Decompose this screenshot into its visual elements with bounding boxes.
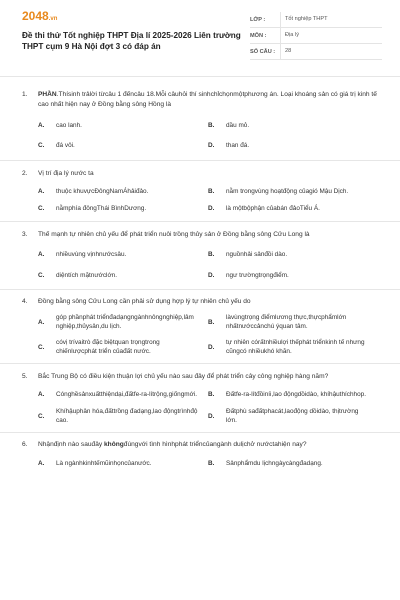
- option-text: Đấtfe-ra-lítđồiníi,lao độngdồidào, khíhậuthíchhop.: [226, 391, 366, 398]
- option-letter: C.: [38, 343, 45, 351]
- question-header: [22, 440, 378, 450]
- option-text: nguồnhải sảnđồi dào.: [226, 251, 288, 258]
- question-2: [0, 161, 400, 221]
- option-b[interactable]: [208, 390, 378, 399]
- option-list: [38, 313, 378, 356]
- option-list: [38, 187, 378, 213]
- option-letter: A.: [38, 188, 45, 195]
- header-divider: [0, 76, 400, 77]
- option-text: thuộc khuvựcĐôngNamÁhảiđảo.: [56, 188, 149, 195]
- option-text: là mộtbộphận củabán đảoTiểu Á.: [226, 205, 320, 212]
- question-body: .Thísinh trảlời từcâu 1 đếncâu 18.Mỗi câuhỏi thí sinhchỉchọnmộtphương án. Loại khoáng sản có giá trị kinh tế cao nhất hiện nay ở Đồng bằng sông Hồng là: [38, 91, 377, 108]
- meta-row-count: [250, 44, 382, 60]
- option-text: than đá.: [226, 142, 250, 149]
- option-text: ngư trườngtrọngđiểm.: [226, 272, 289, 279]
- option-c[interactable]: [38, 338, 208, 356]
- meta-label: SỐ CÂU :: [250, 48, 276, 55]
- option-list: [38, 390, 378, 425]
- option-letter: C.: [38, 142, 45, 149]
- option-letter: A.: [38, 318, 45, 326]
- question-header: [22, 90, 378, 110]
- option-text: Sảnphẩmdu lịchngàycàngđadạng.: [226, 460, 323, 467]
- question-4: [0, 290, 400, 363]
- option-d[interactable]: [208, 407, 378, 425]
- question-list: [0, 84, 400, 468]
- question-number: 4.: [22, 298, 28, 305]
- question-text: Thế mạnh tự nhiên chủ yếu để phát triển nuôi trồng thủy sản ở Đồng bằng sông Cửu Long là: [38, 231, 310, 238]
- meta-row-subject: [250, 28, 382, 44]
- question-header: [22, 230, 378, 240]
- option-d[interactable]: [208, 271, 378, 280]
- question-1: [0, 84, 400, 160]
- exam-title: Đề thi thử Tốt nghiệp THPT Địa lí 2025-2026 Liên trường THPT cụm 9 Hà Nội đợt 3 có đáp án: [22, 31, 241, 51]
- option-a[interactable]: [38, 121, 208, 130]
- option-c[interactable]: [38, 407, 208, 425]
- option-letter: A.: [38, 251, 45, 258]
- question-body-before: Nhậnđịnh nào sauđây: [38, 441, 104, 448]
- option-text: Là ngànhkinhtếmũinhọncủanước.: [56, 460, 152, 467]
- meta-row-class: [250, 12, 382, 28]
- option-d[interactable]: [208, 204, 378, 213]
- option-text: Cónghềsảnxuấtthiệndại,đấtfe-ra-lítrộng,giốngmới.: [56, 391, 197, 398]
- option-letter: D.: [208, 412, 215, 420]
- option-text: nhiềuvùng vịnhnướcsâu.: [56, 251, 127, 258]
- option-letter: D.: [208, 272, 215, 279]
- option-c[interactable]: [38, 204, 208, 213]
- option-letter: A.: [38, 391, 45, 398]
- option-letter: A.: [38, 122, 45, 129]
- option-text: diệntích mặtnướclớn.: [56, 272, 117, 279]
- option-list: [38, 121, 378, 150]
- option-letter: B.: [208, 318, 215, 326]
- option-letter: C.: [38, 272, 45, 279]
- option-text: góp phầnphát triểnđadạngngànhnôngnghiệp,lâm nghiệp,thủysản,du lịch.: [56, 314, 194, 330]
- option-letter: C.: [38, 205, 45, 212]
- question-number: 1.: [22, 91, 28, 98]
- question-number: 6.: [22, 441, 28, 448]
- question-6: [0, 433, 400, 468]
- option-d[interactable]: [208, 338, 378, 356]
- meta-label: LỚP :: [250, 16, 266, 23]
- option-b[interactable]: [208, 459, 378, 468]
- option-letter: B.: [208, 188, 215, 195]
- question-text: Bắc Trung Bộ có điều kiện thuận lợi chủ yếu nào sau đây để phát triển cây công nghiệp hàng năm?: [38, 373, 329, 380]
- question-part-label: PHẦN: [38, 91, 57, 98]
- option-letter: D.: [208, 142, 215, 149]
- option-b[interactable]: [208, 187, 378, 196]
- option-letter: B.: [208, 460, 215, 467]
- option-text: dầu mỏ.: [226, 122, 250, 129]
- option-text: nằm trongvùng hoạtđộng củagió Mậu Dịch.: [226, 188, 349, 195]
- logo-main: 2048: [22, 9, 49, 23]
- option-b[interactable]: [208, 250, 378, 259]
- option-c[interactable]: [38, 141, 208, 150]
- option-text: đá vôi.: [56, 142, 75, 149]
- option-letter: B.: [208, 251, 215, 258]
- option-a[interactable]: [38, 459, 208, 468]
- option-a[interactable]: [38, 313, 208, 331]
- option-text: tự nhiên córấtnhiềulợi thếphát triểnkinh tế nhưng cũngcó nhiềukhó khăn.: [226, 339, 365, 355]
- option-letter: D.: [208, 205, 215, 212]
- option-letter: D.: [208, 343, 215, 351]
- question-text: Đồng bằng sông Cửu Long cần phải sử dụng hợp lý tự nhiên chủ yếu do: [38, 298, 251, 305]
- question-number: 2.: [22, 170, 28, 177]
- option-letter: B.: [208, 122, 215, 129]
- option-text: Đấtphù sađấtphacát,laođộng dồidào, thịtrường lớn.: [226, 408, 359, 424]
- logo-suffix: .vn: [48, 16, 58, 22]
- option-text: Khíhậuphân hóa,đấttrồng đadạng,lao độngtrìnhđộ cao.: [56, 408, 198, 424]
- meta-value: Tốt nghiệp THPT: [280, 12, 328, 27]
- question-header: [22, 297, 378, 307]
- question-number: 5.: [22, 373, 28, 380]
- option-a[interactable]: [38, 187, 208, 196]
- question-number: 3.: [22, 231, 28, 238]
- option-b[interactable]: [208, 313, 378, 331]
- question-text: Vị trí địa lý nước ta: [38, 170, 94, 177]
- question-text: [38, 90, 378, 110]
- meta-value: Địa lý: [280, 28, 299, 43]
- page-header: [0, 0, 400, 70]
- option-list: [38, 459, 378, 468]
- site-logo[interactable]: [22, 9, 57, 23]
- question-5: [0, 364, 400, 432]
- option-a[interactable]: [38, 250, 208, 259]
- option-text: nằmphía đôngThái BìnhDương.: [56, 205, 147, 212]
- meta-label: MÔN :: [250, 32, 267, 39]
- option-letter: A.: [38, 460, 45, 467]
- option-d[interactable]: [208, 141, 378, 150]
- question-header: [22, 169, 378, 179]
- meta-value: 28: [280, 44, 291, 59]
- option-a[interactable]: [38, 390, 208, 399]
- question-body-after: đúngvới tình hìnhphát triểncủangành dulịchở nướctahiện nay?: [123, 441, 307, 448]
- question-negation: không: [104, 441, 124, 448]
- question-3: [0, 222, 400, 289]
- option-list: [38, 250, 378, 280]
- option-letter: C.: [38, 412, 45, 420]
- question-text: [38, 440, 378, 450]
- question-header: [22, 372, 378, 382]
- exam-meta-table: [250, 12, 382, 60]
- option-text: làvùngtrọng điểmlương thực,thựcphẩmlớn nhấtnướccảnchú ýquan tâm.: [226, 314, 347, 330]
- option-b[interactable]: [208, 121, 378, 130]
- option-letter: B.: [208, 391, 215, 398]
- option-text: cao lanh.: [56, 122, 82, 129]
- option-c[interactable]: [38, 271, 208, 280]
- option-text: cóvị trívaitrò đặc biệtquan trọngtrong chiếnlượcphát triển củađất nước.: [56, 339, 160, 355]
